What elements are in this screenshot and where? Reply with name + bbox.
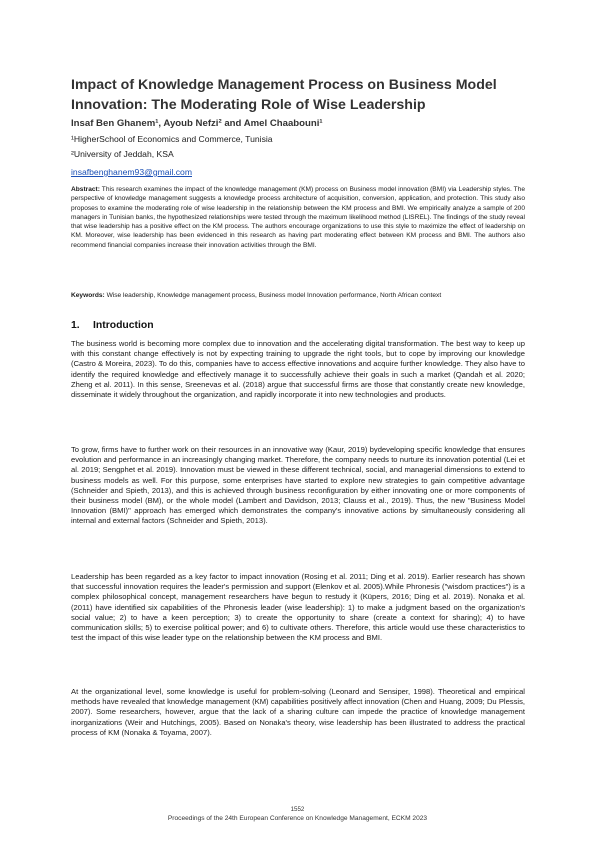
page-number: 1552 <box>290 806 305 813</box>
abstract <box>71 185 525 250</box>
paragraph-4: At the organizational level, some knowledge is useful for problem-solving (Leonard and Sensiper, 1998). Theoretical and empirical methods have revealed that knowledge management (KM) capabilities positively affect innovation (Chen and Huang, 2009; Du Plessis, 2007). Some researchers, however, argue that the lack of a sharing culture can impede the practice of knowledge management inorganizations (Weir and Hutchings, 2005). Based on Nonaka's theory, wise leadership has been illustrated to address the practical process of KM (Nonaka & Toyama, 2007). <box>71 687 525 737</box>
keywords <box>71 291 525 300</box>
page-footer: Proceedings of the 24th European Conference on Knowledge Management, ECKM 2023 <box>167 815 428 822</box>
keywords-text: Wise leadership, Knowledge management process, Business model Innovation performance, North African context <box>106 292 442 299</box>
paragraph-2: To grow, firms have to further work on their resources in an innovative way (Kaur, 2019) bydeveloping specific knowledge that ensures evolution and performance in an increasingly changing market. Therefore, the company needs to nurture its innovation potential (Lei et al. 2019; Sengphet et al. 2019). Innovation must be viewed in these different technical, social, and managerial dimensions to extend to business models as well. For this purpose, some enterprises have started to explore new strategies to gain competitive advantage (Schneider and Spieth, 2013), and this is achieved through business reconfiguration by either innovating one or more components of their business model (BM), or the whole model (Lambert and Davidson, 2013; Clauss et al., 2019). Thus, the new "Business Model Innovation (BMI)" approach has emerged which demonstrates the company's innovative actions by simultaneously considering all internal and external factors (Schneider and Spieth, 2013). <box>71 445 525 526</box>
affiliation-1: ¹HigherSchool of Economics and Commerce, Tunisia <box>71 134 273 144</box>
section-number: 1. <box>71 320 80 331</box>
paragraph-3: Leadership has been regarded as a key factor to impact innovation (Rosing et al. 2011; Ding et al. 2019). Earlier research has shown that successful innovation requires the leader's permission and support (Elenkov et al. 2005).While Phronesis ("wisdom practices") is a complex philosophical concept, management researchers have begun to restudy it (Küpers, 2016; Ding et al. 2019). Nonaka et al. (2011) have identified six capabilities of the Phronesis leader (wise leadership): 1) to make a judgment based on the organization's social value; 2) to have a keen perception; 3) to create the opportunity to share (create a context for sharing); 4) to have communication skills; 5) to exercise political power; and 6) to cultivate others. Therefore, this article would use these characteristics to test the impact of this wise leader type on the relationship between the KM process and BMI. <box>71 572 525 643</box>
keywords-label: Keywords: <box>71 292 105 299</box>
section-heading-introduction <box>71 320 154 331</box>
abstract-text: This research examines the impact of the knowledge management (KM) process on Business model innovation (BMI) via Leadership styles. The perspective of knowledge management suggests a knowledge process architecture of acquisition, conversion, application, and protection. This study also proposes to examine the moderating role of wise leadership in the relationship between the KM process and BMI. We empirically analyze a sample of 200 managers in Tunisian banks, the hypothesized relationships were tested through the maximum likelihood method (LISREL). The findings of the study reveal that wise leadership has a positive effect on the KM process. The authors encourage organizations to use this style to maximize the effect of leadership on KM. Moreover, wise leadership has been evidenced in this research as having part moderating effect between KM process and BMI. The authors also recommend financial companies increase their innovation activities through the BMI. <box>71 186 526 249</box>
affiliation-2: ²University of Jeddah, KSA <box>71 149 174 159</box>
paragraph-1: The business world is becoming more complex due to innovation and the accelerating digital transformation. The best way to keep up with this constant change effectively is not by expecting training to upgrade the right tools, but to cope by improving our knowledge (Castro & Moreira, 2023). To do this, companies have to access effective innovations and acquire further knowledge. They also have to identify the required knowledge and effectively manage it to successfully achieve their goals in such a market (Qandah et al. 2020; Zheng et al. 2011). In this sense, Sreenevas et al. (2018) argue that successful firms are those that constantly create new knowledge, disseminate it widely throughout the organization, and rapidly incorporate it into new technologies and products. <box>71 339 525 400</box>
author-list: Insaf Ben Ghanem¹, Ayoub Nefzi² and Amel Chaabouni¹ <box>71 118 323 129</box>
paper-title: Impact of Knowledge Management Process on Business Model Innovation: The Moderating Role of Wise Leadership <box>71 77 497 113</box>
section-title: Introduction <box>93 320 154 331</box>
author-email-link[interactable]: insafbenghanem93@gmail.com <box>71 167 192 177</box>
abstract-label: Abstract: <box>71 186 100 193</box>
